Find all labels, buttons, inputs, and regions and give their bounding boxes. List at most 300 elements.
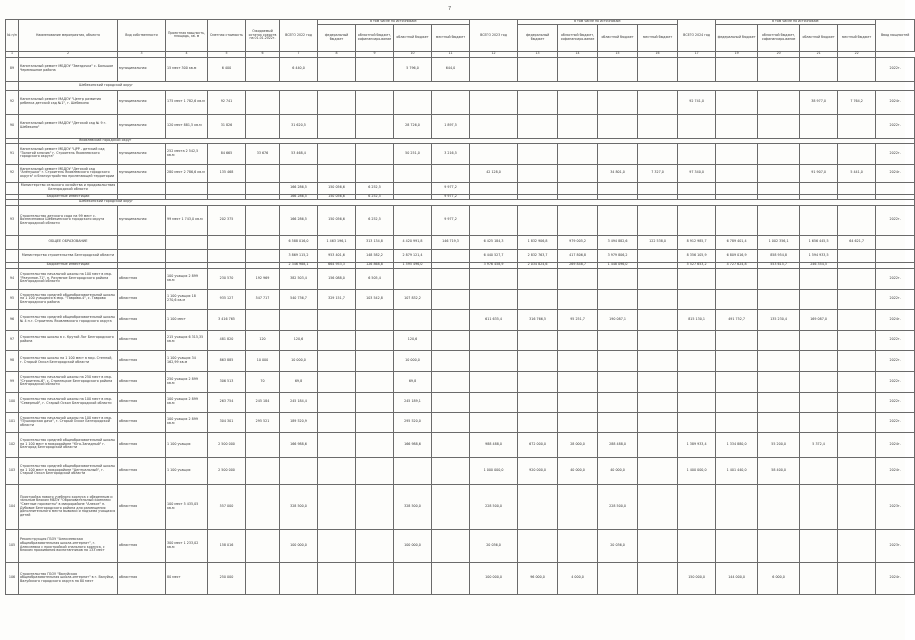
cell-cof-2023 bbox=[558, 289, 598, 309]
cell-total-2024: 92 741,0 bbox=[678, 90, 716, 114]
cell-commissioning: 2022г. bbox=[876, 350, 915, 371]
cell-loc-2023 bbox=[638, 249, 678, 262]
cell-loc-2022: 9 977,2 bbox=[432, 182, 470, 194]
column-number: 19 bbox=[716, 51, 758, 57]
cell-commissioning: 2022г. bbox=[876, 114, 915, 138]
header-cof-2022: областной бюджет, софинансиро-вание bbox=[356, 24, 394, 51]
cell-total-2024 bbox=[678, 268, 716, 289]
cell-fed-2024: 1 334 880,0 bbox=[716, 432, 758, 457]
cell-total-2024: 8 912 985,7 bbox=[678, 235, 716, 249]
cell-loc-2022 bbox=[432, 268, 470, 289]
cell-capacity: 1 100 мест bbox=[166, 309, 208, 330]
table-row bbox=[6, 164, 915, 182]
cell-commissioning: 2022г. bbox=[876, 143, 915, 164]
cell-capacity: 252 места 2 542,5 кв.м bbox=[166, 143, 208, 164]
cell-name: Строительство ГБОУ "Валуйская общеобразовательная школа-интернат" в г. Валуйки, Валуйского городского округа на 80 мест bbox=[19, 562, 118, 594]
cell-loc-2024 bbox=[838, 350, 876, 371]
header-group-2022: в том числе по источникам: bbox=[318, 20, 470, 25]
cell-ownership: областная bbox=[118, 371, 166, 392]
cell-fed-2023 bbox=[518, 529, 558, 562]
cell-loc-2024: 7 764,2 bbox=[838, 90, 876, 114]
cell-loc-2022: 146 719,3 bbox=[432, 235, 470, 249]
cell-reg-2024 bbox=[800, 57, 838, 81]
cell-capacity: 175 мест 1 782,6 кв.м bbox=[166, 90, 208, 114]
cell-total-2023 bbox=[470, 392, 518, 412]
cell-fed-2022: 150 056,6 bbox=[318, 205, 356, 235]
cell-reg-2023 bbox=[598, 205, 638, 235]
cell-total-2023: 611 635,4 bbox=[470, 309, 518, 330]
cell-fed-2023 bbox=[518, 57, 558, 81]
table-row bbox=[6, 143, 915, 164]
cell-no: 92 bbox=[6, 90, 19, 114]
cell-cost: 92 741 bbox=[208, 90, 246, 114]
cell-loc-2024 bbox=[838, 205, 876, 235]
cell-fed-2024 bbox=[716, 350, 758, 371]
cell-cof-2022: 313 134,8 bbox=[356, 235, 394, 249]
cell-capacity: 100 учащих 2 899 кв.м bbox=[166, 412, 208, 432]
table-row bbox=[6, 309, 915, 330]
cell-loc-2022 bbox=[432, 249, 470, 262]
cell-loc-2023 bbox=[638, 143, 678, 164]
table-row bbox=[6, 484, 915, 529]
cell-loc-2024 bbox=[838, 57, 876, 81]
cell-capacity: 1 100 учащих 18 270,6 кв.м bbox=[166, 289, 208, 309]
cell-reg-2024 bbox=[800, 330, 838, 350]
cell-cof-2022 bbox=[356, 309, 394, 330]
cell-cof-2022 bbox=[356, 371, 394, 392]
page-number: 7 bbox=[448, 6, 452, 12]
cell-no: 106 bbox=[6, 562, 19, 594]
cell-ownership: областная bbox=[118, 268, 166, 289]
header-reg-2023: областной бюджет bbox=[598, 24, 638, 51]
cell-cost: 158 016 bbox=[208, 529, 246, 562]
cell-name: Строительство средней общеобразовательной школы на 1 100 учащихся в мкр. "Таврово-4", с. Таврово Белгородского района bbox=[19, 289, 118, 309]
column-number: 20 bbox=[758, 51, 800, 57]
cell-remainder: 192 969 bbox=[246, 268, 280, 289]
cell-reg-2024 bbox=[800, 412, 838, 432]
column-number: 2 bbox=[19, 51, 118, 57]
cell-total-2024: 1 400 000,0 bbox=[678, 457, 716, 484]
cell-reg-2022 bbox=[394, 562, 432, 594]
cell-cost: 2 500 000 bbox=[208, 432, 246, 457]
table-row bbox=[6, 529, 915, 562]
cell-no: 103 bbox=[6, 457, 19, 484]
cell-ownership: областная bbox=[118, 350, 166, 371]
cell-name: Капитальный ремонт МБДОУ "Звездочка" с. Большое Черемошное района bbox=[19, 57, 118, 81]
cell-reg-2024 bbox=[800, 371, 838, 392]
header-cof-2023: областной бюджет, софинансиро-вание bbox=[558, 24, 598, 51]
cell-cof-2024 bbox=[758, 143, 800, 164]
cell-cost: 202 375 bbox=[208, 205, 246, 235]
cell-total-2022: 3 869 115,2 bbox=[280, 249, 318, 262]
cell-cof-2024: 55 200,0 bbox=[758, 432, 800, 457]
cell-loc-2024 bbox=[838, 412, 876, 432]
cell-loc-2023 bbox=[638, 432, 678, 457]
cell-cof-2024 bbox=[758, 57, 800, 81]
cell-total-2023: 6 425 184,3 bbox=[470, 235, 518, 249]
cell-capacity: 120 мест 881,5 кв.м bbox=[166, 114, 208, 138]
cell-loc-2022 bbox=[432, 330, 470, 350]
cell-loc-2022: 1 897,5 bbox=[432, 114, 470, 138]
cell-no: 105 bbox=[6, 529, 19, 562]
cell-remainder bbox=[246, 164, 280, 182]
cell-loc-2022: 9 977,2 bbox=[432, 205, 470, 235]
cell-total-2024: 5 527 653,2 bbox=[678, 262, 716, 268]
cell-total-2022: 120,6 bbox=[280, 330, 318, 350]
cell-reg-2023 bbox=[598, 268, 638, 289]
column-number: 8 bbox=[318, 51, 356, 57]
column-number: 13 bbox=[518, 51, 558, 57]
cell-commissioning: 2022г. bbox=[876, 268, 915, 289]
header-remainder: Ожидаемый остаток средств на 01.01.2022г. bbox=[246, 20, 280, 52]
cell-reg-2023: 34 801,0 bbox=[598, 164, 638, 182]
cell-total-2022: 245 184,4 bbox=[280, 392, 318, 412]
investment-table bbox=[5, 19, 915, 595]
cell-commissioning bbox=[876, 249, 915, 262]
cell-reg-2022: 120,6 bbox=[394, 330, 432, 350]
cell-fed-2023: 920 000,0 bbox=[518, 457, 558, 484]
cell-capacity bbox=[166, 235, 208, 249]
cell-fed-2023 bbox=[518, 114, 558, 138]
cell-ownership: областная bbox=[118, 309, 166, 330]
cell-fed-2024 bbox=[716, 484, 758, 529]
cell-total-2023: 1 000 000,0 bbox=[470, 457, 518, 484]
cell-fed-2024 bbox=[716, 330, 758, 350]
cell-capacity: 1 100 учащих bbox=[166, 457, 208, 484]
cell-reg-2022: 166 988,6 bbox=[394, 432, 432, 457]
cell-reg-2022: 50 251,0 bbox=[394, 143, 432, 164]
header-loc-2023: местный бюджет bbox=[638, 24, 678, 51]
cell-total-2022 bbox=[280, 164, 318, 182]
table-row bbox=[6, 371, 915, 392]
cell-total-2022: 6 440,0 bbox=[280, 57, 318, 81]
cell-reg-2022: 69,8 bbox=[394, 371, 432, 392]
cell-capacity bbox=[166, 249, 208, 262]
cell-cof-2023 bbox=[558, 164, 598, 182]
cell-commissioning: 2022г. bbox=[876, 392, 915, 412]
cell-no bbox=[6, 182, 19, 194]
cell-remainder bbox=[246, 57, 280, 81]
cell-remainder: 70 bbox=[246, 371, 280, 392]
cell-ownership: областная bbox=[118, 484, 166, 529]
cell-cof-2022 bbox=[356, 562, 394, 594]
cell-reg-2023: 228 500,0 bbox=[598, 484, 638, 529]
cell-remainder: 245 184 bbox=[246, 392, 280, 412]
column-number: 11 bbox=[432, 51, 470, 57]
cell-cof-2024 bbox=[758, 392, 800, 412]
cell-cof-2023: 40 000,0 bbox=[558, 457, 598, 484]
cell-reg-2024 bbox=[800, 143, 838, 164]
header-total-2022: ВСЕГО 2022 год bbox=[280, 20, 318, 52]
cell-cost: 263 754 bbox=[208, 392, 246, 412]
cell-cost: 31 826 bbox=[208, 114, 246, 138]
cell-cof-2023 bbox=[558, 205, 598, 235]
column-number: 10 bbox=[394, 51, 432, 57]
cell-no bbox=[6, 235, 19, 249]
cell-capacity: 280 мест 2 786,6 кв.м bbox=[166, 164, 208, 182]
cell-reg-2023 bbox=[598, 143, 638, 164]
cell-fed-2024 bbox=[716, 90, 758, 114]
cell-fed-2023: 2 832 763,7 bbox=[518, 249, 558, 262]
cell-reg-2022: 10 000,0 bbox=[394, 350, 432, 371]
cell-reg-2024 bbox=[800, 114, 838, 138]
cell-total-2024 bbox=[678, 289, 716, 309]
cell-no: 89 bbox=[6, 57, 19, 81]
cell-cof-2022 bbox=[356, 457, 394, 484]
cell-loc-2024 bbox=[838, 309, 876, 330]
cell-remainder bbox=[246, 457, 280, 484]
cell-cof-2023 bbox=[558, 392, 598, 412]
cell-remainder: 33 676 bbox=[246, 143, 280, 164]
cell-cost: 935 127 bbox=[208, 289, 246, 309]
cell-loc-2024 bbox=[838, 289, 876, 309]
header-fed-2023: федеральный бюджет bbox=[518, 24, 558, 51]
cell-reg-2022: 2 879 121,4 bbox=[394, 249, 432, 262]
cell-fed-2023 bbox=[518, 164, 558, 182]
cell-fed-2023 bbox=[518, 392, 558, 412]
cell-ownership: областная bbox=[118, 289, 166, 309]
cell-fed-2024 bbox=[716, 529, 758, 562]
cell-fed-2024 bbox=[716, 371, 758, 392]
cell-reg-2023 bbox=[598, 350, 638, 371]
table-row bbox=[6, 350, 915, 371]
cell-reg-2024 bbox=[800, 529, 838, 562]
cell-cof-2023: 4 000,0 bbox=[558, 562, 598, 594]
cell-name: Строительство школы на 1 100 мест в мкр. Степной, г. Старый Оскол Белгородской области bbox=[19, 350, 118, 371]
cell-total-2024 bbox=[678, 392, 716, 412]
column-number: 21 bbox=[800, 51, 838, 57]
total-row bbox=[6, 249, 915, 262]
cell-fed-2022: 150 056,6 bbox=[318, 194, 356, 199]
column-number: 5 bbox=[208, 51, 246, 57]
cell-loc-2023 bbox=[638, 330, 678, 350]
section-row bbox=[6, 81, 915, 90]
cell-cof-2022 bbox=[356, 114, 394, 138]
cell-cof-2024 bbox=[758, 114, 800, 138]
cell-cof-2022 bbox=[356, 350, 394, 371]
cell-remainder bbox=[246, 235, 280, 249]
cell-loc-2022 bbox=[432, 457, 470, 484]
cell-total-2022: 166 988,6 bbox=[280, 432, 318, 457]
cell-reg-2024 bbox=[800, 268, 838, 289]
cell-cof-2022: 103 542,8 bbox=[356, 289, 394, 309]
cell-cof-2023 bbox=[558, 143, 598, 164]
cell-no: 100 bbox=[6, 392, 19, 412]
cell-fed-2024 bbox=[716, 412, 758, 432]
cell-ownership: областная bbox=[118, 529, 166, 562]
cell-name: Строительство средней общеобразовательной школы на 1 100 мест в микрорайоне "Центральный", г. Старый Оскол Белгородской области bbox=[19, 457, 118, 484]
cell-reg-2023 bbox=[598, 90, 638, 114]
cell-cof-2024: 58 400,0 bbox=[758, 457, 800, 484]
cell-name: Бюджетные инвестиции bbox=[19, 262, 118, 268]
cell-name: Строительство средней общеобразовательной школы № 4 п.г. Строитель Яковлевского городского округа bbox=[19, 309, 118, 330]
cell-fed-2022: 156 088,0 bbox=[318, 268, 356, 289]
table-row bbox=[6, 205, 915, 235]
cell-fed-2022 bbox=[318, 350, 356, 371]
header-loc-2022: местный бюджет bbox=[432, 24, 470, 51]
cell-cof-2024: 858 954,8 bbox=[758, 249, 800, 262]
cell-fed-2022: 1 463 196,1 bbox=[318, 235, 356, 249]
cell-remainder bbox=[246, 182, 280, 194]
cell-loc-2023 bbox=[638, 350, 678, 371]
cell-cof-2023 bbox=[558, 484, 598, 529]
cell-name: Капитальный ремонт МАДОУ "Центр развития ребенка детский сад №1", г. Шебекино bbox=[19, 90, 118, 114]
cell-reg-2023: 190 087,1 bbox=[598, 309, 638, 330]
cell-fed-2022 bbox=[318, 143, 356, 164]
cell-ownership: муниципальная bbox=[118, 164, 166, 182]
column-number: 17 bbox=[678, 51, 716, 57]
cell-commissioning: 2023г. bbox=[876, 484, 915, 529]
cell-fed-2023 bbox=[518, 205, 558, 235]
total-row bbox=[6, 235, 915, 249]
cell-loc-2023 bbox=[638, 309, 678, 330]
table-row bbox=[6, 268, 915, 289]
cell-name: Капитальный ремонт МБДОУ "Детский сад "Алёнушка" г. Строитель Яковлевского городского округа" и благоустройство прилегающей территории bbox=[19, 164, 118, 182]
cell-reg-2024: 169 087,0 bbox=[800, 309, 838, 330]
cell-commissioning: 2024г. bbox=[876, 432, 915, 457]
cell-cof-2024 bbox=[758, 412, 800, 432]
cell-ownership: областная bbox=[118, 412, 166, 432]
cell-fed-2022 bbox=[318, 371, 356, 392]
cell-cof-2024 bbox=[758, 529, 800, 562]
cell-total-2024 bbox=[678, 484, 716, 529]
table-row bbox=[6, 392, 915, 412]
cell-name: Министерство строительства Белгородской области bbox=[19, 249, 118, 262]
cell-cost: 2 500 000 bbox=[208, 457, 246, 484]
cell-commissioning: 2024г. bbox=[876, 90, 915, 114]
cell-no: 91 bbox=[6, 143, 19, 164]
cell-capacity: 80 мест bbox=[166, 562, 208, 594]
cell-reg-2022: 107 832,2 bbox=[394, 289, 432, 309]
cell-cof-2022 bbox=[356, 90, 394, 114]
cell-no: 95 bbox=[6, 289, 19, 309]
cell-no: 93 bbox=[6, 205, 19, 235]
cell-name: ОБЩЕЕ ОБРАЗОВАНИЕ bbox=[19, 235, 118, 249]
cell-cof-2022: 6 252,5 bbox=[356, 205, 394, 235]
cell-reg-2023 bbox=[598, 57, 638, 81]
cell-ownership bbox=[118, 235, 166, 249]
cell-loc-2024 bbox=[838, 268, 876, 289]
cell-loc-2023 bbox=[638, 457, 678, 484]
cell-total-2024 bbox=[678, 371, 716, 392]
cell-loc-2024 bbox=[838, 529, 876, 562]
cell-loc-2022 bbox=[432, 484, 470, 529]
cell-cof-2024: 6 000,0 bbox=[758, 562, 800, 594]
cell-capacity: 15 мест 300 кв.м bbox=[166, 57, 208, 81]
cell-cost: 481 820 bbox=[208, 330, 246, 350]
cell-reg-2024 bbox=[800, 182, 838, 194]
cell-name: Строительство начальной школы на 100 мест в мкр. "Пушкарская дача", г. Старый Оскол Белгородской области bbox=[19, 412, 118, 432]
cell-reg-2022 bbox=[394, 309, 432, 330]
cell-commissioning: 2024г. bbox=[876, 457, 915, 484]
cell-fed-2023 bbox=[518, 268, 558, 289]
cell-total-2024: 815 130,1 bbox=[678, 309, 716, 330]
cell-total-2023 bbox=[470, 350, 518, 371]
cell-reg-2022: 295 520,0 bbox=[394, 412, 432, 432]
cell-no: 102 bbox=[6, 432, 19, 457]
cell-commissioning: 2022г. bbox=[876, 57, 915, 81]
cell-remainder bbox=[246, 205, 280, 235]
cell-loc-2022 bbox=[432, 309, 470, 330]
cell-loc-2024 bbox=[838, 562, 876, 594]
cell-no: 90 bbox=[6, 114, 19, 138]
cell-fed-2022 bbox=[318, 392, 356, 412]
header-loc-2024: местный бюджет bbox=[838, 24, 876, 51]
cell-loc-2023 bbox=[638, 412, 678, 432]
table-row bbox=[6, 412, 915, 432]
cell-commissioning: 2024г. bbox=[876, 164, 915, 182]
cell-total-2023: 42 128,0 bbox=[470, 164, 518, 182]
header-fed-2022: федеральный бюджет bbox=[318, 24, 356, 51]
cell-reg-2022: 5 796,0 bbox=[394, 57, 432, 81]
cell-reg-2024 bbox=[800, 289, 838, 309]
cell-total-2024: 8 356 105,9 bbox=[678, 249, 716, 262]
section-title: Шебекинский городской округ bbox=[19, 199, 915, 205]
cell-loc-2023 bbox=[638, 392, 678, 412]
cell-commissioning: 2022г. bbox=[876, 330, 915, 350]
cell-total-2024 bbox=[678, 57, 716, 81]
cell-loc-2023 bbox=[638, 182, 678, 194]
cell-commissioning: 2024г. bbox=[876, 309, 915, 330]
cell-name: Капитальный ремонт МАДОУ "Детский сад № 9 г. Шебекино" bbox=[19, 114, 118, 138]
cell-fed-2023 bbox=[518, 182, 558, 194]
header-total-2024: ВСЕГО 2024 год bbox=[678, 20, 716, 52]
header-group-2024: в том числе по источникам: bbox=[716, 20, 876, 25]
cell-name: Министерство сельского хозяйства и продовольствия Белгородской области bbox=[19, 182, 118, 194]
header-reg-2022: областной бюджет bbox=[394, 24, 432, 51]
cell-cost bbox=[208, 249, 246, 262]
cell-reg-2024: 1 594 933,5 bbox=[800, 249, 838, 262]
cell-loc-2024 bbox=[838, 143, 876, 164]
cell-cof-2024 bbox=[758, 371, 800, 392]
cell-total-2024 bbox=[678, 350, 716, 371]
cell-fed-2023 bbox=[518, 350, 558, 371]
cell-fed-2022 bbox=[318, 309, 356, 330]
cell-cof-2024 bbox=[758, 350, 800, 371]
cell-remainder bbox=[246, 484, 280, 529]
cell-loc-2022 bbox=[432, 562, 470, 594]
cell-cof-2022: 6 252,5 bbox=[356, 182, 394, 194]
cell-no: 97 bbox=[6, 330, 19, 350]
cell-reg-2024: 1 656 445,5 bbox=[800, 235, 838, 249]
cell-total-2023 bbox=[470, 330, 518, 350]
cell-capacity: 1 100 учащих 34 162,99 кв.м bbox=[166, 350, 208, 371]
cell-fed-2022 bbox=[318, 432, 356, 457]
cell-cost: 84 665 bbox=[208, 143, 246, 164]
cell-reg-2022: 28 726,0 bbox=[394, 114, 432, 138]
cell-loc-2022 bbox=[432, 289, 470, 309]
cell-ownership: муниципальная bbox=[118, 205, 166, 235]
cell-remainder: 295 521 bbox=[246, 412, 280, 432]
cell-cost: 863 885 bbox=[208, 350, 246, 371]
cell-fed-2023: 672 000,0 bbox=[518, 432, 558, 457]
cell-total-2024: 97 340,0 bbox=[678, 164, 716, 182]
cell-remainder bbox=[246, 432, 280, 457]
cell-no bbox=[6, 249, 19, 262]
cell-name: Реконструкция ГБОУ "Алексеевская общеобразовательная школа-интернат", г. Алексеевка с пристройкой спального корпуса, с блоком проживания воспитанников на 133 мест bbox=[19, 529, 118, 562]
column-number: 22 bbox=[838, 51, 876, 57]
header-fed-2024: федеральный бюджет bbox=[716, 24, 758, 51]
cell-total-2024 bbox=[678, 205, 716, 235]
cell-no: 96 bbox=[6, 309, 19, 330]
cell-total-2024 bbox=[678, 529, 716, 562]
cell-loc-2023 bbox=[638, 371, 678, 392]
cell-cof-2022: 6 505,4 bbox=[356, 268, 394, 289]
column-number: 16 bbox=[638, 51, 678, 57]
cell-cof-2023 bbox=[558, 412, 598, 432]
cell-reg-2022: 328 500,0 bbox=[394, 484, 432, 529]
cell-fed-2024 bbox=[716, 182, 758, 194]
